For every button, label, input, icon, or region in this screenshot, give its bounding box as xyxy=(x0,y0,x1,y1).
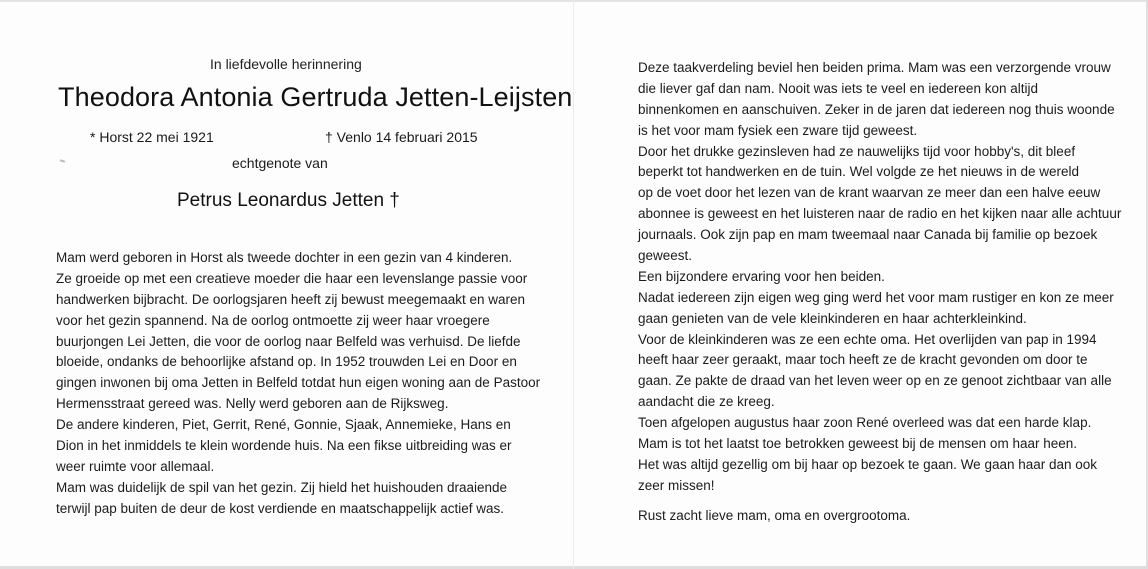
text-line: weer ruimte voor allemaal. xyxy=(56,458,215,474)
spouse-label: echtgenote van xyxy=(232,155,328,171)
text-line: gaan genieten van de vele kleinkinderen en haar achterkleinkind. xyxy=(638,310,1027,326)
text-line: bloeide, ondanks de behoorlijke afstand op. In 1952 trouwden Lei en Door en xyxy=(56,354,517,370)
text-line: Mam was duidelijk de spil van het gezin. Zij hield het huishouden draaiende xyxy=(56,479,508,495)
birth-info: * Horst 22 mei 1921 xyxy=(90,129,214,145)
text-line: voor het gezin spannend. Na de oorlog ontmoette zij weer haar vroegere xyxy=(56,312,490,328)
text-line: journaals. Ook zijn pap en mam tweemaal naar Canada bij familie op bezoek xyxy=(638,227,1098,243)
card-fold-line xyxy=(573,0,574,569)
deceased-name: Theodora Antonia Gertruda Jetten-Leijsten xyxy=(58,82,573,112)
text-line: buurjongen Lei Jetten, die voor de oorlog naar Belfeld was verhuisd. De liefde xyxy=(56,333,521,349)
closing-line: Rust zacht lieve mam, oma en overgrootoma. xyxy=(638,508,911,523)
scan-edge-top xyxy=(0,0,1148,2)
text-line: handwerken bijbracht. De oorlogsjaren heeft zij bewust meegemaakt en waren xyxy=(56,291,526,307)
text-line: Het was altijd gezellig om bij haar op bezoek te gaan. We gaan haar dan ook xyxy=(638,456,1098,472)
text-line: aandacht die ze kreeg. xyxy=(638,394,775,410)
death-info: † Venlo 14 februari 2015 xyxy=(325,129,478,145)
text-line: De andere kinderen, Piet, Gerrit, René, Gonnie, Sjaak, Annemieke, Hans en xyxy=(56,417,511,433)
text-line: gaan. Ze pakte de draad van het leven weer op en ze genoot zichtbaar van alle xyxy=(638,373,1112,389)
text-line: Voor de kleinkinderen was ze een echte oma. Het overlijden van pap in 1994 xyxy=(638,331,1097,347)
text-line: Door het drukke gezinsleven had ze nauwelijks tijd voor hobby's, dit bleef xyxy=(638,143,1076,159)
text-line: zeer missen! xyxy=(638,477,715,493)
text-line: abonnee is geweest en het luisteren naar de radio en het kijken naar alle achtuur xyxy=(638,206,1122,222)
text-line: Dion in het inmiddels te klein wordende huis. Na een fikse uitbreiding was er xyxy=(56,438,512,454)
text-line: heeft haar zeer geraakt, maar toch heeft ze de kracht gevonden om door te xyxy=(638,352,1088,368)
text-line: Deze taakverdeling beviel hen beiden prima. Mam was een verzorgende vrouw xyxy=(638,60,1111,75)
text-line: geweest. xyxy=(638,248,693,264)
text-line: Mam is tot het laatst toe betrokken geweest bij de mensen om haar heen. xyxy=(638,436,1077,452)
text-line: Nadat iedereen zijn eigen weg ging werd het voor mam rustiger en kon ze meer xyxy=(638,289,1114,305)
left-biography-column xyxy=(56,248,540,520)
text-line: Toen afgelopen augustus haar zoon René overleed was dat een harde klap. xyxy=(638,415,1092,431)
intro-text: In liefdevolle herinnering xyxy=(210,56,362,72)
text-line: Hermensstraat gereed was. Nelly werd geboren aan de Rijksweg. xyxy=(56,396,449,412)
text-line: Een bijzondere ervaring voor hen beiden. xyxy=(638,268,885,284)
right-biography-column xyxy=(638,58,1121,497)
text-line: is het voor mam fysiek een zware tijd geweest. xyxy=(638,122,918,138)
text-line: Ze groeide op met een creatieve moeder die haar een levenslange passie voor xyxy=(56,270,528,286)
text-line: gingen inwonen bij oma Jetten in Belfeld totdat hun eigen woning aan de Pastoor xyxy=(56,375,541,391)
text-line: Mam werd geboren in Horst als tweede dochter in een gezin van 4 kinderen. xyxy=(56,250,513,265)
scan-speck xyxy=(60,159,65,163)
text-line: beperkt tot handwerken en de tuin. Wel volgde ze het nieuws in de wereld xyxy=(638,164,1080,180)
text-line: binnenkomen en aanschuiven. Zeker in de jaren dat iedereen nog thuis woonde xyxy=(638,101,1115,117)
text-line: die liever gaf dan nam. Nooit was iets te veel en iedereen kon altijd xyxy=(638,80,1038,96)
text-line: terwijl pap buiten de deur de kost verdiende en maatschappelijk actief was. xyxy=(56,500,505,516)
text-line: op de voet door het lezen van de krant waarvan ze meer dan een halve eeuw xyxy=(638,185,1101,201)
spouse-name: Petrus Leonardus Jetten † xyxy=(177,190,400,211)
